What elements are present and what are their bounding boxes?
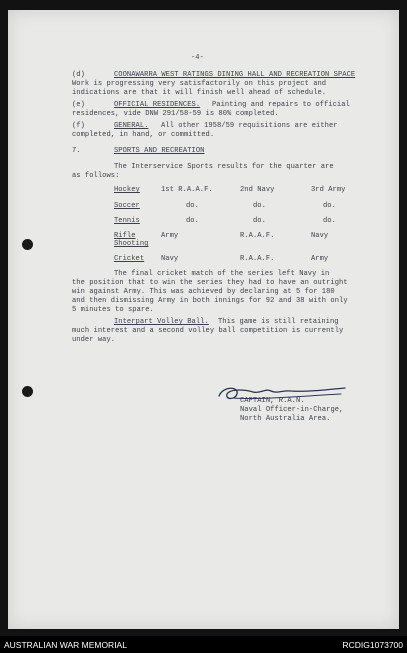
first-place: 1st R.A.A.F. [161, 186, 213, 194]
section-e-line-1: Painting and repairs to official [212, 101, 350, 109]
cricket-line-5: 5 minutes to spare. [72, 306, 154, 314]
sport-name: Tennis [114, 217, 140, 225]
footer-record-id: RCDIG1073700 [342, 640, 403, 650]
first-place: do. [186, 217, 199, 225]
cricket-line-1: The final cricket match of the series left Navy in [114, 270, 330, 278]
section-f-label: (f) [72, 122, 85, 130]
section-f-heading: GENERAL. [114, 122, 149, 130]
section-d-line-1: Work is progressing very satisfactorily on this project and [72, 80, 327, 88]
section-7-intro-2: as follows: [72, 172, 120, 180]
sport-name: Rifle [114, 232, 136, 240]
page-number: -4- [191, 54, 204, 62]
footer-archive-name: AUSTRALIAN WAR MEMORIAL [4, 640, 127, 650]
second-place: R.A.A.F. [240, 232, 275, 240]
third-place: Army [311, 255, 329, 263]
third-place: do. [323, 217, 336, 225]
sport-name: Cricket [114, 255, 145, 263]
section-d-label: (d) [72, 71, 85, 79]
sport-name: Hockey [114, 186, 140, 194]
archive-footer [0, 636, 407, 653]
cricket-line-4: and then dismissing Army in both innings for 92 and 38 with only [72, 297, 348, 305]
first-place: do. [186, 202, 199, 210]
signature-title-3: North Australia Area. [240, 415, 331, 423]
second-place: do. [253, 202, 266, 210]
third-place: 3rd Army [311, 186, 346, 194]
section-7-intro-1: The Interservice Sports results for the quarter are [114, 163, 334, 171]
section-e-heading: OFFICIAL RESIDENCES. [114, 101, 201, 109]
section-e-line-2: residences, vide DNW 291/58-59 is 80% completed. [72, 110, 279, 118]
cricket-line-2: the position that to win the series they had to have an outright [72, 279, 348, 287]
section-d-heading: COONAWARRA WEST RATINGS DINING HALL AND RECREATION SPACE [114, 71, 356, 79]
third-place: do. [323, 202, 336, 210]
section-7-label: 7. [72, 147, 81, 155]
volleyball-line-1: This game is still retaining [218, 318, 339, 326]
signature-title-2: Naval Officer-in-Charge, [240, 406, 344, 414]
first-place: Army [161, 232, 179, 240]
third-place: Navy [311, 232, 329, 240]
section-f-line-2: completed, in hand, or committed. [72, 131, 215, 139]
document-page [8, 10, 399, 629]
cricket-line-3: win against Army. This was achieved by declaring at 5 for 180 [72, 288, 335, 296]
first-place: Navy [161, 255, 179, 263]
second-place: do. [253, 217, 266, 225]
second-place: R.A.A.F. [240, 255, 275, 263]
section-d-line-2: indications are that it will finish well ahead of schedule. [72, 89, 327, 97]
section-7-heading: SPORTS AND RECREATION [114, 147, 205, 155]
sport-name: Soccer [114, 202, 140, 210]
volleyball-heading: Interpart Volley Ball. [114, 318, 209, 326]
second-place: 2nd Navy [240, 186, 275, 194]
volleyball-line-2: much interest and a second volley ball competition is currently [72, 327, 344, 335]
section-f-line-1: All other 1958/59 requisitions are either [161, 122, 338, 130]
signature-title-1: CAPTAIN, R.A.N. [240, 397, 305, 405]
punch-hole [22, 386, 33, 397]
punch-hole [22, 239, 33, 250]
section-e-label: (e) [72, 101, 85, 109]
volleyball-line-3: under way. [72, 336, 116, 344]
sport-name-line-2: Shooting [114, 240, 149, 248]
